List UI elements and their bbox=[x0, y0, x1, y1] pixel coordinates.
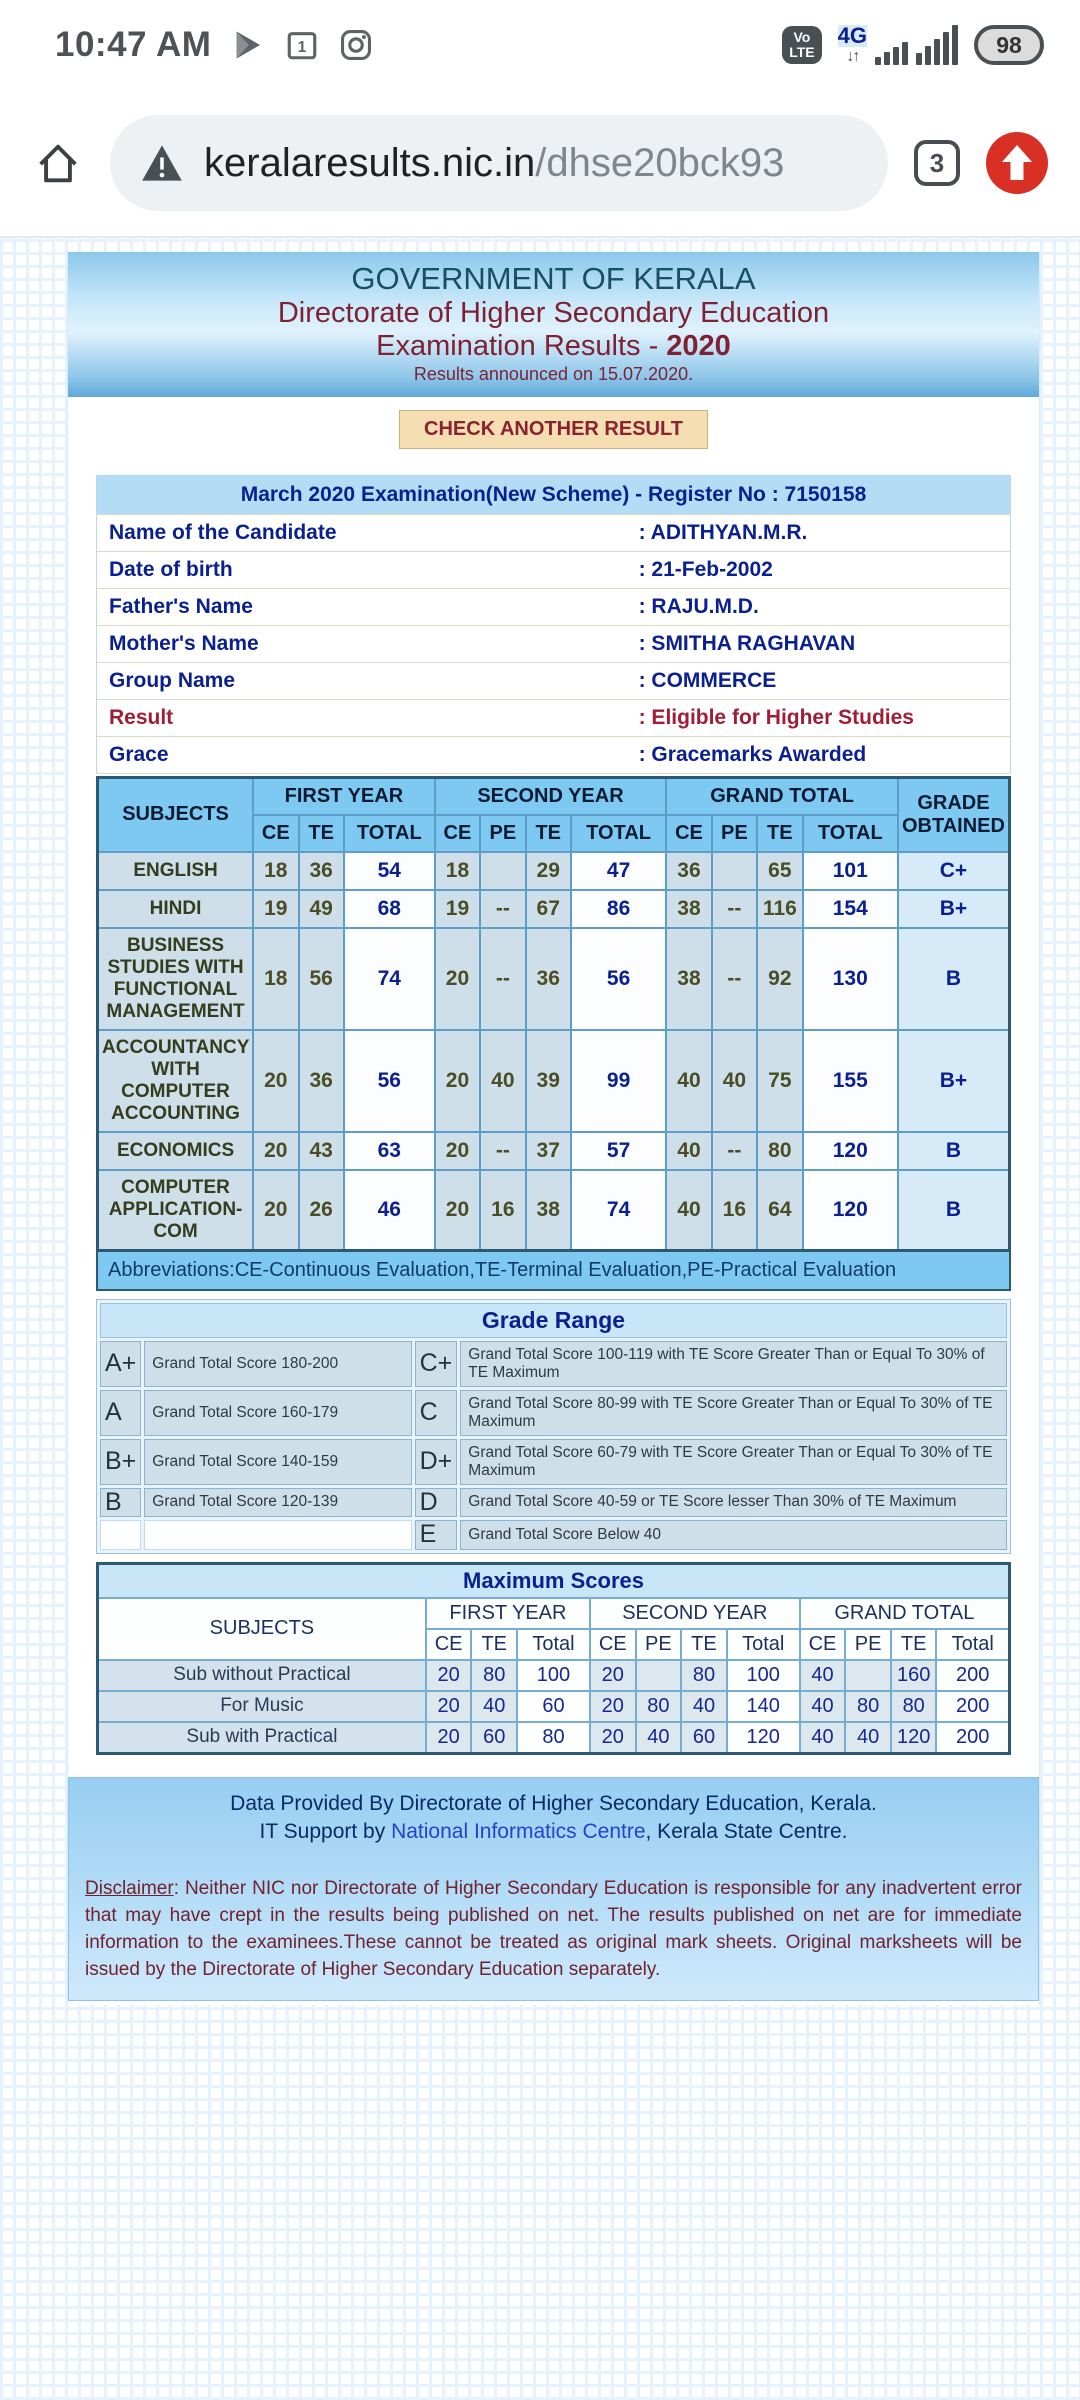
results-page bbox=[67, 252, 1040, 2005]
register-no: March 2020 Examination(New Scheme) - Register No : 7150158 bbox=[97, 475, 1011, 514]
volte-icon: Vo LTE bbox=[782, 26, 821, 63]
exam-results-title: Examination Results - 2020 bbox=[376, 329, 731, 362]
tab-count: 3 bbox=[929, 147, 945, 178]
update-icon[interactable] bbox=[986, 132, 1048, 194]
max-scores-row: Sub with Practical 20 60 80 20 40 60 120 40 40 120 200 bbox=[98, 1722, 1010, 1754]
grade-range-row: E Grand Total Score Below 40 bbox=[100, 1520, 1007, 1550]
exam-year: 2020 bbox=[666, 329, 731, 362]
candidate-table bbox=[96, 475, 1011, 774]
network-type-label: 4G bbox=[837, 23, 867, 48]
table-row: Father's Name : RAJU.M.D. bbox=[97, 588, 1011, 625]
signal-bars-large-icon bbox=[916, 25, 958, 65]
table-row: Mother's Name : SMITHA RAGHAVAN bbox=[97, 625, 1011, 662]
gov-title: GOVERNMENT OF KERALA bbox=[351, 261, 756, 296]
table-row: Date of birth : 21-Feb-2002 bbox=[97, 551, 1011, 588]
subject-row: ENGLISH 18 36 54 18 29 47 36 65 101 C+ bbox=[98, 852, 1010, 890]
table-row: Group Name : COMMERCE bbox=[97, 662, 1011, 699]
svg-text:1: 1 bbox=[298, 39, 307, 57]
browser-toolbar bbox=[0, 90, 1080, 238]
instagram-icon bbox=[339, 28, 373, 62]
first-year-header: FIRST YEAR bbox=[253, 777, 435, 815]
marks-table bbox=[96, 776, 1011, 1252]
marks-header-cols: CE TE TOTAL CE PE TE TOTAL CE PE TE TOTAL bbox=[98, 815, 1010, 852]
grade-range-title: Grade Range bbox=[100, 1303, 1007, 1338]
page-header bbox=[68, 252, 1039, 397]
calendar-icon bbox=[285, 28, 319, 62]
battery-icon bbox=[974, 25, 1044, 65]
disclaimer-text: Disclaimer: Neither NIC nor Directorate of Higher Secondary Education is responsible for any inadvertent error that may have crept in the results being published on net. The results published on net are for immediate information to the examinees.These cannot be treated as original mark sheets. Original marksheets will be issued by the Directorate of Higher Secondary Education separately. bbox=[85, 1878, 1022, 1981]
tab-switcher-button[interactable] bbox=[914, 140, 960, 186]
table-row: Grace : Gracemarks Awarded bbox=[97, 736, 1011, 773]
play-store-icon bbox=[231, 28, 265, 62]
marks-header-groups bbox=[98, 777, 1010, 815]
grade-range-row: A+ Grand Total Score 180-200 C+ Grand Total Score 100-119 with TE Score Greater Than or Equal To 30% of TE Maximum bbox=[100, 1341, 1007, 1387]
subject-row: HINDI 19 49 68 19 -- 67 86 38 -- 116 154 B+ bbox=[98, 890, 1010, 928]
disclaimer-label: Disclaimer bbox=[85, 1878, 174, 1900]
site-warning-icon[interactable] bbox=[140, 143, 184, 183]
home-button[interactable] bbox=[32, 137, 84, 189]
url-text bbox=[204, 141, 858, 186]
grand-total-header: GRAND TOTAL bbox=[666, 777, 898, 815]
data-arrows-icon: ↓↑ bbox=[846, 48, 859, 65]
check-another-result-button[interactable]: CHECK ANOTHER RESULT bbox=[399, 410, 708, 449]
second-year-header: SECOND YEAR bbox=[435, 777, 667, 815]
subject-row: BUSINESS STUDIES WITH FUNCTIONAL MANAGEMENT 18 56 74 20 -- 36 56 38 -- 92 130 B bbox=[98, 928, 1010, 1030]
it-support-line: IT Support by National Informatics Centre, Kerala State Centre. bbox=[259, 1820, 848, 1844]
subject-row: COMPUTER APPLICATION-COM 20 26 46 20 16 38 74 40 16 64 120 B bbox=[98, 1170, 1010, 1251]
nic-link[interactable]: National Informatics Centre bbox=[391, 1820, 646, 1844]
grade-range-row: B+ Grand Total Score 140-159 D+ Grand Total Score 60-79 with TE Score Greater Than or Equal To 30% of TE Maximum bbox=[100, 1439, 1007, 1485]
max-scores-header-cols: CE TE Total CE PE TE Total CE PE TE Total bbox=[98, 1629, 1010, 1660]
grade-range-row: A Grand Total Score 160-179 C Grand Total Score 80-99 with TE Score Greater Than or Equal To 30% of TE Maximum bbox=[100, 1390, 1007, 1436]
announce-date: Results announced on 15.07.2020. bbox=[413, 364, 694, 385]
grade-obtained-header: GRADE OBTAINED bbox=[898, 777, 1010, 852]
url-path: /dhse20bck93 bbox=[535, 140, 785, 185]
subject-row: ECONOMICS 20 43 63 20 -- 37 57 40 -- 80 120 B bbox=[98, 1132, 1010, 1170]
status-bar bbox=[0, 0, 1080, 90]
subjects-header: SUBJECTS bbox=[98, 777, 254, 852]
max-scores-header-groups: SUBJECTS FIRST YEAR SECOND YEAR GRAND TOTAL bbox=[98, 1598, 1010, 1629]
max-scores-row: For Music 20 40 60 20 80 40 140 40 80 80 200 bbox=[98, 1691, 1010, 1722]
url-host: keralaresults.nic.in bbox=[204, 140, 536, 185]
max-scores-row: Sub without Practical 20 80 100 20 80 100 40 160 200 bbox=[98, 1660, 1010, 1691]
page-footer bbox=[68, 1777, 1039, 2002]
signal-bars-small-icon bbox=[875, 42, 908, 65]
maximum-scores-title: Maximum Scores bbox=[98, 1563, 1010, 1598]
battery-percent: 98 bbox=[996, 31, 1022, 58]
url-bar[interactable] bbox=[110, 115, 888, 211]
directorate-title: Directorate of Higher Secondary Education bbox=[277, 296, 830, 329]
register-header-row bbox=[97, 475, 1011, 514]
grade-range-row: B Grand Total Score 120-139 D Grand Total Score 40-59 or TE Score lesser Than 30% of TE Maximum bbox=[100, 1488, 1007, 1518]
page-background bbox=[0, 238, 1080, 2400]
clock: 10:47 AM bbox=[55, 25, 212, 64]
data-provided-line: Data Provided By Directorate of Higher Secondary Education, Kerala. bbox=[230, 1791, 877, 1815]
subject-row: ACCOUNTANCY WITH COMPUTER ACCOUNTING 20 36 56 20 40 39 99 40 40 75 155 B+ bbox=[98, 1030, 1010, 1132]
grade-range-table bbox=[96, 1299, 1011, 1554]
abbreviations-bar: Abbreviations:CE-Continuous Evaluation,TE-Terminal Evaluation,PE-Practical Evaluation bbox=[96, 1252, 1011, 1291]
table-row: Name of the Candidate : ADITHYAN.M.R. bbox=[97, 514, 1011, 551]
signal-icon bbox=[838, 25, 958, 65]
maximum-scores-table bbox=[96, 1562, 1011, 1755]
result-row: Result : Eligible for Higher Studies bbox=[97, 699, 1011, 736]
